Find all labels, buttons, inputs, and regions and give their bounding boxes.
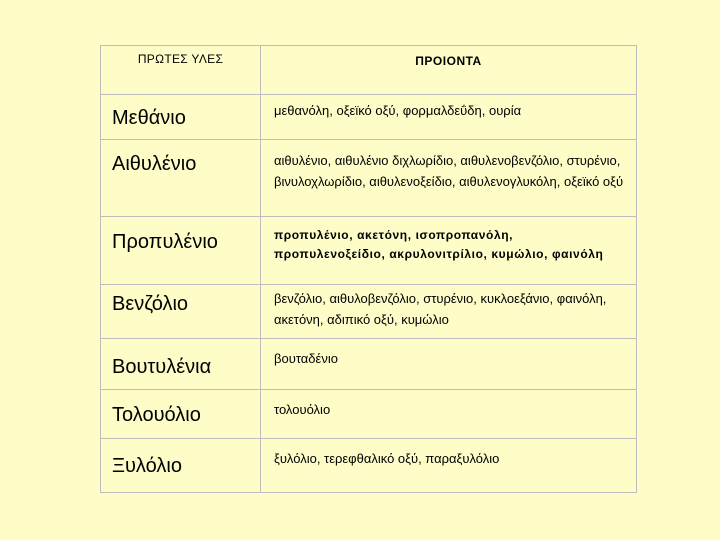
products-cell: βενζόλιο, αιθυλοβενζόλιο, στυρένιο, κυκλοεξάνιο, φαινόλη, ακετόνη, αδιπικό οξύ, κυμώλιο xyxy=(274,291,607,327)
table-row xyxy=(101,284,636,339)
table-row xyxy=(101,338,636,390)
material-cell: Ξυλόλιο xyxy=(112,455,182,477)
table-row xyxy=(101,389,636,439)
material-cell: Αιθυλένιο xyxy=(112,153,197,175)
products-cell: προπυλένιο, ακετόνη, ισοπροπανόλη, προπυλενοξείδιο, ακρυλονιτρίλιο, κυμώλιο, φαινόλη xyxy=(274,228,604,261)
products-cell: ξυλόλιο, τερεφθαλικό οξύ, παραξυλόλιο xyxy=(274,451,500,466)
material-cell: Μεθάνιο xyxy=(112,107,186,129)
header-raw-materials: ΠΡΩΤΕΣ ΥΛΕΣ xyxy=(137,52,224,66)
header-products: ΠΡΟΙΟΝΤΑ xyxy=(415,54,482,68)
products-cell: βουταδένιο xyxy=(274,351,338,366)
material-cell: Τολουόλιο xyxy=(112,404,201,426)
table-row xyxy=(101,438,636,494)
material-cell: Βουτυλένια xyxy=(112,356,212,378)
table-row xyxy=(101,139,636,217)
table-row xyxy=(101,216,636,285)
products-cell: μεθανόλη, οξεϊκό οξύ, φορμαλδεΰδη, ουρία xyxy=(274,103,522,118)
material-cell: Προπυλένιο xyxy=(112,231,218,253)
materials-products-table xyxy=(100,45,637,493)
products-cell: αιθυλένιο, αιθυλένιο διχλωρίδιο, αιθυλενοβενζόλιο, στυρένιο, βινυλοχλωρίδιο, αιθυλενοξείδιο, αιθυλενογλυκόλη, οξεϊκό οξύ xyxy=(274,153,624,189)
material-cell: Βενζόλιο xyxy=(112,293,189,315)
table-row xyxy=(101,94,636,140)
products-cell: τολουόλιο xyxy=(274,402,331,417)
